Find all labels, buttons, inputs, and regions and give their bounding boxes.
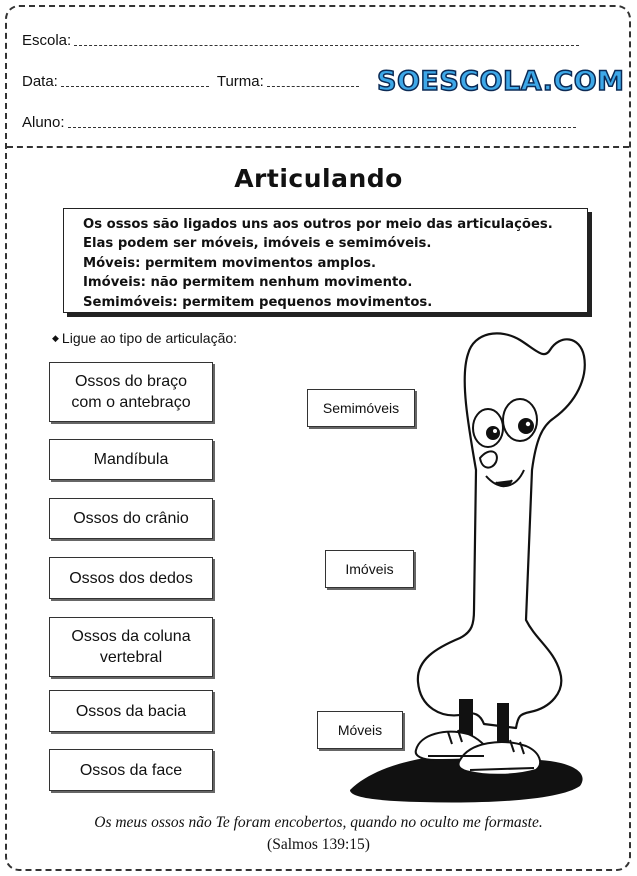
info-box [63, 208, 588, 313]
info-line: Semimóveis: permitem pequenos movimentos. [83, 294, 433, 310]
page-title: Articulando [234, 164, 403, 193]
type-box-moveis[interactable]: Móveis [317, 711, 403, 749]
info-line: Os ossos são ligados uns aos outros por meio das articulações. [83, 217, 553, 232]
type-box-semimoveis[interactable]: Semimóveis [307, 389, 415, 427]
school-label: Escola: [22, 32, 72, 49]
instruction [52, 330, 237, 346]
student-field [22, 114, 576, 131]
bone-box-fingers[interactable]: Ossos dos dedos [49, 557, 213, 599]
class-input-line[interactable] [267, 86, 359, 87]
date-label: Data: [22, 73, 58, 90]
school-field [22, 32, 579, 49]
site-logo: SOESCOLA.COM [377, 66, 625, 97]
quote-text: Os meus ossos não Te foram encobertos, quando no oculto me formaste. [94, 814, 543, 831]
instruction-text: Ligue ao tipo de articulação: [61, 330, 238, 346]
quote-reference: (Salmos 139:15) [267, 836, 370, 853]
info-line: Móveis: permitem movimentos amplos. [83, 255, 377, 271]
bone-box-skull[interactable]: Ossos do crânio [49, 498, 213, 539]
student-input-line[interactable] [68, 127, 576, 128]
bone-box-pelvis[interactable]: Ossos da bacia [49, 690, 213, 732]
date-class-field [22, 73, 359, 90]
student-label: Aluno: [22, 114, 65, 131]
diamond-bullet-icon: ◆ [52, 333, 59, 343]
date-input-line[interactable] [61, 86, 209, 87]
school-input-line[interactable] [74, 45, 579, 46]
header-divider [7, 146, 629, 148]
cartoon-bone-character-icon [340, 320, 630, 808]
type-box-imoveis[interactable]: Imóveis [325, 550, 414, 588]
bone-box-arm[interactable]: Ossos do braço com o antebraço [49, 362, 213, 422]
bone-body [418, 333, 585, 728]
bone-box-mandible[interactable]: Mandíbula [49, 439, 213, 480]
info-line: Elas podem ser móveis, imóveis e semimóveis. [83, 236, 432, 252]
bone-box-spine[interactable]: Ossos da coluna vertebral [49, 617, 213, 677]
class-label: Turma: [216, 73, 264, 90]
bone-box-face[interactable]: Ossos da face [49, 749, 213, 791]
bible-quote [0, 812, 637, 856]
info-line: Imóveis: não permitem nenhum movimento. [83, 275, 413, 291]
